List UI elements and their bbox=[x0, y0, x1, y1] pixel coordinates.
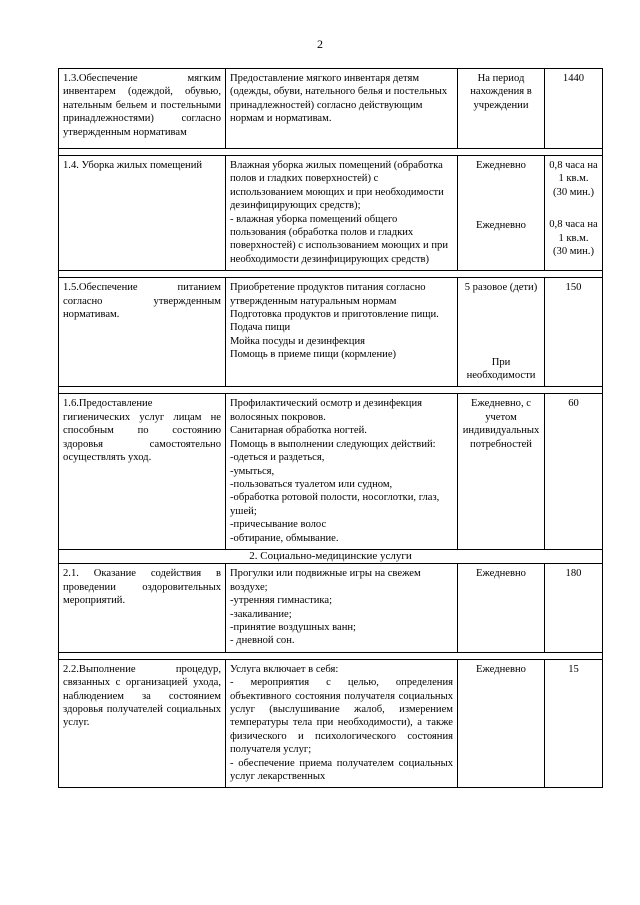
service-content: Влажная уборка жилых помещений (обработка полов и гладких поверхностей) с использованием моющих и при необходимости дезинфицирующих средств); - влажная уборка помещений общего пользования (обработка полов и гладких поверхностей) с использованием моющих и при необходимости дезинфицирующих средств) bbox=[230, 160, 448, 265]
service-value: 0,8 часа на 1 кв.м. (30 мин.) bbox=[549, 219, 598, 258]
spacer-cell bbox=[59, 271, 603, 278]
service-frequency: Ежедневно, с учетом индивидуальных потребностей bbox=[462, 398, 540, 450]
service-frequency: На период нахождения в учреждении bbox=[470, 73, 532, 111]
spacer-row bbox=[59, 387, 603, 394]
service-frequency-cell bbox=[458, 564, 545, 652]
services-table bbox=[58, 68, 603, 788]
section-header: 2. Социально-медицинские услуги bbox=[59, 549, 603, 563]
service-name-cell bbox=[59, 394, 226, 549]
service-name-cell bbox=[59, 156, 226, 271]
table-row bbox=[59, 156, 603, 271]
spacer bbox=[458, 299, 544, 353]
spacer bbox=[458, 176, 544, 216]
service-value-cell bbox=[545, 659, 603, 788]
service-value: 150 bbox=[565, 282, 582, 294]
service-frequency: При необходимости bbox=[466, 356, 536, 382]
service-frequency: 5 разовое (дети) bbox=[464, 282, 538, 294]
service-value-cell bbox=[545, 564, 603, 652]
service-content: Прогулки или подвижные игры на свежем воздухе; -утренняя гимнастика; -закаливание; -принятие воздушных ванн; - дневной сон. bbox=[230, 568, 421, 647]
service-frequency: Ежедневно bbox=[476, 160, 526, 171]
table-row bbox=[59, 564, 603, 652]
service-frequency-cell bbox=[458, 394, 545, 549]
spacer-cell bbox=[59, 652, 603, 659]
service-name-cell bbox=[59, 278, 226, 387]
table-row bbox=[59, 278, 603, 387]
table-row bbox=[59, 69, 603, 149]
spacer-cell bbox=[59, 387, 603, 394]
service-frequency: Ежедневно bbox=[476, 663, 526, 675]
service-value: 15 bbox=[568, 663, 579, 675]
service-frequency-cell bbox=[458, 156, 545, 271]
page-number: 2 bbox=[317, 37, 323, 51]
service-content: Предоставление мягкого инвентаря детям (одежды, обуви, нательного белья и постельных принадлежностей) согласно действующим нормам и нормативам. bbox=[230, 73, 448, 125]
service-value-cell bbox=[545, 156, 603, 271]
service-name-cell bbox=[59, 659, 226, 788]
spacer-row bbox=[59, 149, 603, 156]
service-name: 1.3.Обеспечение мягким инвентарем (одеждой, обувью, нательным бельем и постельными принадлежностями) согласно утвержденным нормативам bbox=[63, 73, 221, 138]
service-content: Профилактический осмотр и дезинфекция волосяных покровов. Санитарная обработка ногтей. Помощь в выполнении следующих действий: -одеться и раздеться, -умыться, -пользоваться туалетом или судном, -обработка ротовой полости, носоглотки, глаз, ушей; -причесывание волос -обтирание, обмывание. bbox=[230, 398, 440, 544]
service-name: 1.4. Уборка жилых помещений bbox=[63, 160, 203, 171]
service-value-cell bbox=[545, 278, 603, 387]
spacer-row bbox=[59, 271, 603, 278]
service-name: 2.2.Выполнение процедур, связанных с организацией ухода, наблюдением за состоянием здоровья получателей социальных услуг. bbox=[63, 663, 221, 729]
service-frequency-cell bbox=[458, 278, 545, 387]
service-name-cell bbox=[59, 564, 226, 652]
service-content-cell bbox=[226, 278, 458, 387]
service-content-cell bbox=[226, 564, 458, 652]
service-content-cell bbox=[226, 659, 458, 788]
service-frequency-cell bbox=[458, 69, 545, 149]
service-name: 1.5.Обеспечение питанием согласно утвержденным нормативам. bbox=[63, 282, 221, 321]
service-value-cell bbox=[545, 69, 603, 149]
table-row bbox=[59, 659, 603, 788]
service-frequency: Ежедневно bbox=[476, 568, 526, 580]
spacer-row bbox=[59, 652, 603, 659]
service-content-cell bbox=[226, 394, 458, 549]
service-frequency: Ежедневно bbox=[476, 220, 526, 232]
service-name: 2.1. Оказание содействия в проведении оздоровительных мероприятий. bbox=[63, 568, 221, 607]
service-frequency-cell bbox=[458, 659, 545, 788]
service-value: 1440 bbox=[562, 73, 585, 84]
service-name: 1.6.Предоставление гигиенических услуг лицам не способным по состоянию здоровья самостоятельно осуществлять уход. bbox=[63, 398, 221, 464]
service-content-cell bbox=[226, 156, 458, 271]
service-content: Приобретение продуктов питания согласно утвержденным натуральным нормам Подготовка продуктов и приготовление пищи. Подача пищи Мойка посуды и дезинфекция Помощь в приеме пищи (кормление) bbox=[230, 282, 439, 361]
service-name-cell bbox=[59, 69, 226, 149]
service-value-cell bbox=[545, 394, 603, 549]
table-row bbox=[59, 394, 603, 549]
service-value: 60 bbox=[568, 398, 579, 410]
spacer-cell bbox=[59, 149, 603, 156]
service-value: 0,8 часа на 1 кв.м. (30 мин.) bbox=[549, 160, 598, 198]
section-header-row bbox=[59, 549, 603, 563]
service-content: Услуга включает в себя: - мероприятия с целью, определения объективного состояния получателя социальных услуг (выслушивание жалоб, измерением температуры тела при необходимости), а также физического и психологического состояния получателя услуг; - обеспечение приема получателем социальных услуг лекарственных bbox=[230, 663, 453, 783]
service-content-cell bbox=[226, 69, 458, 149]
service-value: 180 bbox=[565, 568, 582, 580]
spacer bbox=[545, 203, 602, 215]
